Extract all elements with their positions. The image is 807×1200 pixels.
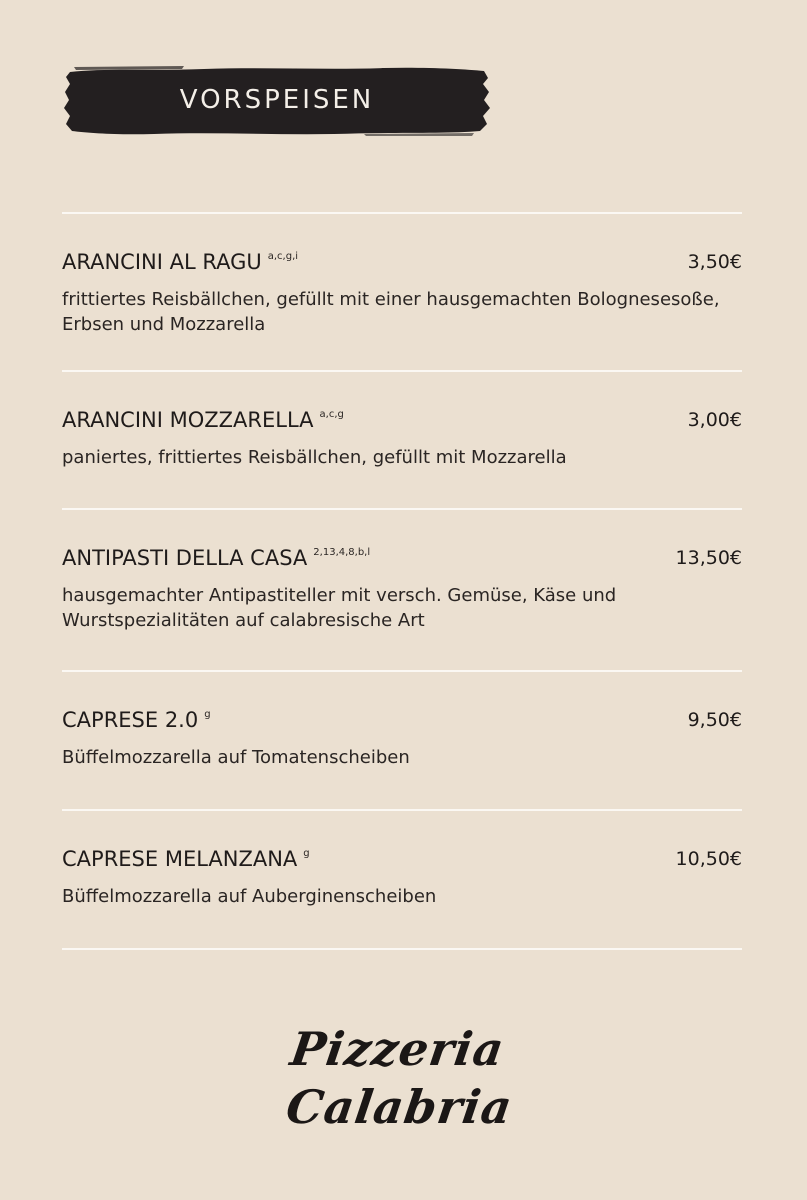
- menu-item: [62, 510, 742, 670]
- menu-item-allergens: a,c,g,i: [267, 251, 299, 262]
- menu-item-price: 3,00€: [687, 409, 742, 431]
- menu-item-name: ANTIPASTI DELLA CASA: [62, 546, 308, 570]
- menu-item-price: 10,50€: [675, 848, 742, 870]
- menu-item-header: [62, 247, 742, 277]
- menu-item-name: CAPRESE 2.0: [62, 708, 199, 732]
- menu-item-allergens: g: [303, 848, 310, 859]
- menu-item: [62, 811, 742, 948]
- menu-item-price: 3,50€: [687, 251, 742, 273]
- menu-item-name: CAPRESE MELANZANA: [62, 847, 298, 871]
- divider: [62, 948, 742, 950]
- menu-item-header: [62, 405, 742, 435]
- menu-item-price: 9,50€: [687, 709, 742, 731]
- menu-item-description: Büffelmozzarella auf Tomatenscheiben: [62, 747, 410, 768]
- logo-line-1: Pizzeria: [287, 1022, 508, 1076]
- menu-item-header: [62, 543, 742, 573]
- menu-item-allergens: a,c,g: [319, 409, 344, 420]
- menu-item: [62, 372, 742, 508]
- restaurant-logo: [0, 1020, 807, 1136]
- menu-item-name: ARANCINI MOZZARELLA: [62, 408, 314, 432]
- menu-item-description: hausgemachter Antipastiteller mit versch. Gemüse, Käse und Wurstspezialitäten auf calabresische Art: [62, 585, 617, 631]
- section-title: VORSPEISEN: [179, 85, 375, 115]
- menu-item-description: frittiertes Reisbällchen, gefüllt mit einer hausgemachten Bolognesesoße, Erbsen und Mozzarella: [62, 289, 720, 335]
- menu-item: [62, 672, 742, 809]
- menu-item-description: Büffelmozzarella auf Auberginenscheiben: [62, 886, 437, 907]
- menu-item: [62, 214, 742, 370]
- menu-item-allergens: g: [204, 709, 211, 720]
- section-header: [64, 64, 490, 136]
- menu-item-allergens: 2,13,4,8,b,l: [313, 547, 371, 558]
- menu-list: [62, 212, 742, 950]
- menu-item-header: [62, 705, 742, 735]
- menu-item-price: 13,50€: [675, 547, 742, 569]
- menu-item-description: paniertes, frittiertes Reisbällchen, gefüllt mit Mozzarella: [62, 447, 567, 468]
- logo-line-2: Calabria: [283, 1080, 516, 1134]
- menu-item-name: ARANCINI AL RAGU: [62, 250, 262, 274]
- menu-item-header: [62, 844, 742, 874]
